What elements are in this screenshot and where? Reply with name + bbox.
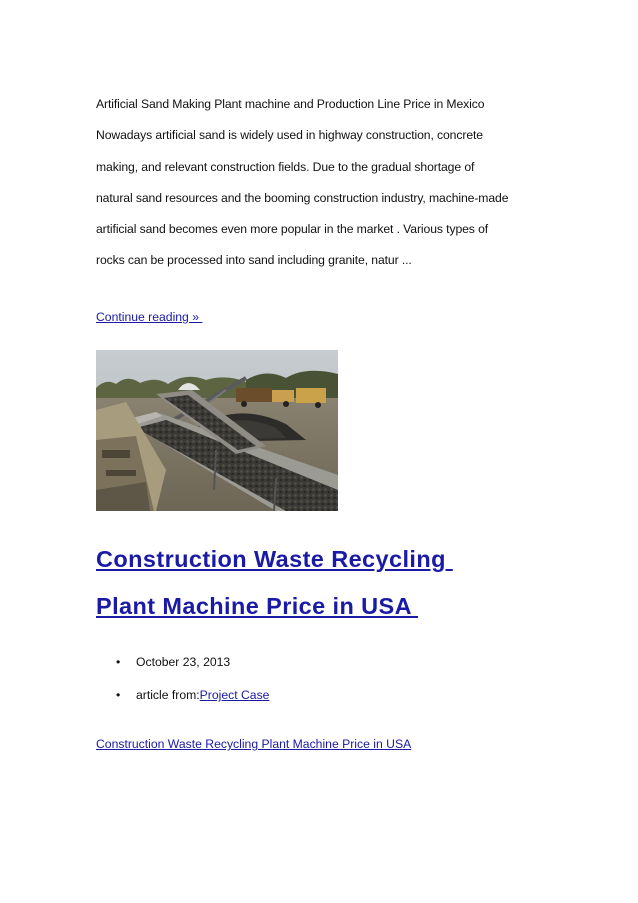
intro-line-1: Artificial Sand Making Plant machine and Production Line Price in Mexico bbox=[96, 97, 485, 111]
intro-line-6: rocks can be processed into sand including granite, natur ... bbox=[96, 253, 412, 268]
post-title-line-2[interactable]: Plant Machine Price in USA bbox=[96, 593, 419, 619]
intro-line-2: Nowadays artificial sand is widely used in highway construction, concrete bbox=[96, 128, 483, 143]
post-date-item bbox=[116, 654, 269, 687]
intro-line-3: making, and relevant construction fields. Due to the gradual shortage of bbox=[96, 159, 475, 174]
intro-line-4: natural sand resources and the booming construction industry, machine-made bbox=[96, 190, 509, 205]
post-source-item bbox=[116, 687, 269, 720]
bullet-glyph: • bbox=[116, 688, 121, 702]
continue-reading-link[interactable]: Continue reading » bbox=[96, 310, 203, 324]
post-article-link[interactable]: Construction Waste Recycling Plant Machine Price in USA bbox=[96, 737, 412, 751]
post-meta-list bbox=[116, 654, 269, 720]
conveyor-photo bbox=[96, 350, 338, 511]
project-case-link[interactable]: Project Case bbox=[199, 688, 270, 702]
bullet-glyph: • bbox=[116, 655, 121, 669]
post-source-prefix: article from: bbox=[136, 688, 200, 702]
conveyor-photo-image bbox=[96, 350, 338, 511]
post-date: October 23, 2013 bbox=[136, 655, 231, 669]
intro-line-5: artificial sand becomes even more popular in the market . Various types of bbox=[96, 222, 489, 237]
intro-paragraph bbox=[96, 89, 566, 277]
post-title-line-1[interactable]: Construction Waste Recycling bbox=[96, 546, 453, 572]
